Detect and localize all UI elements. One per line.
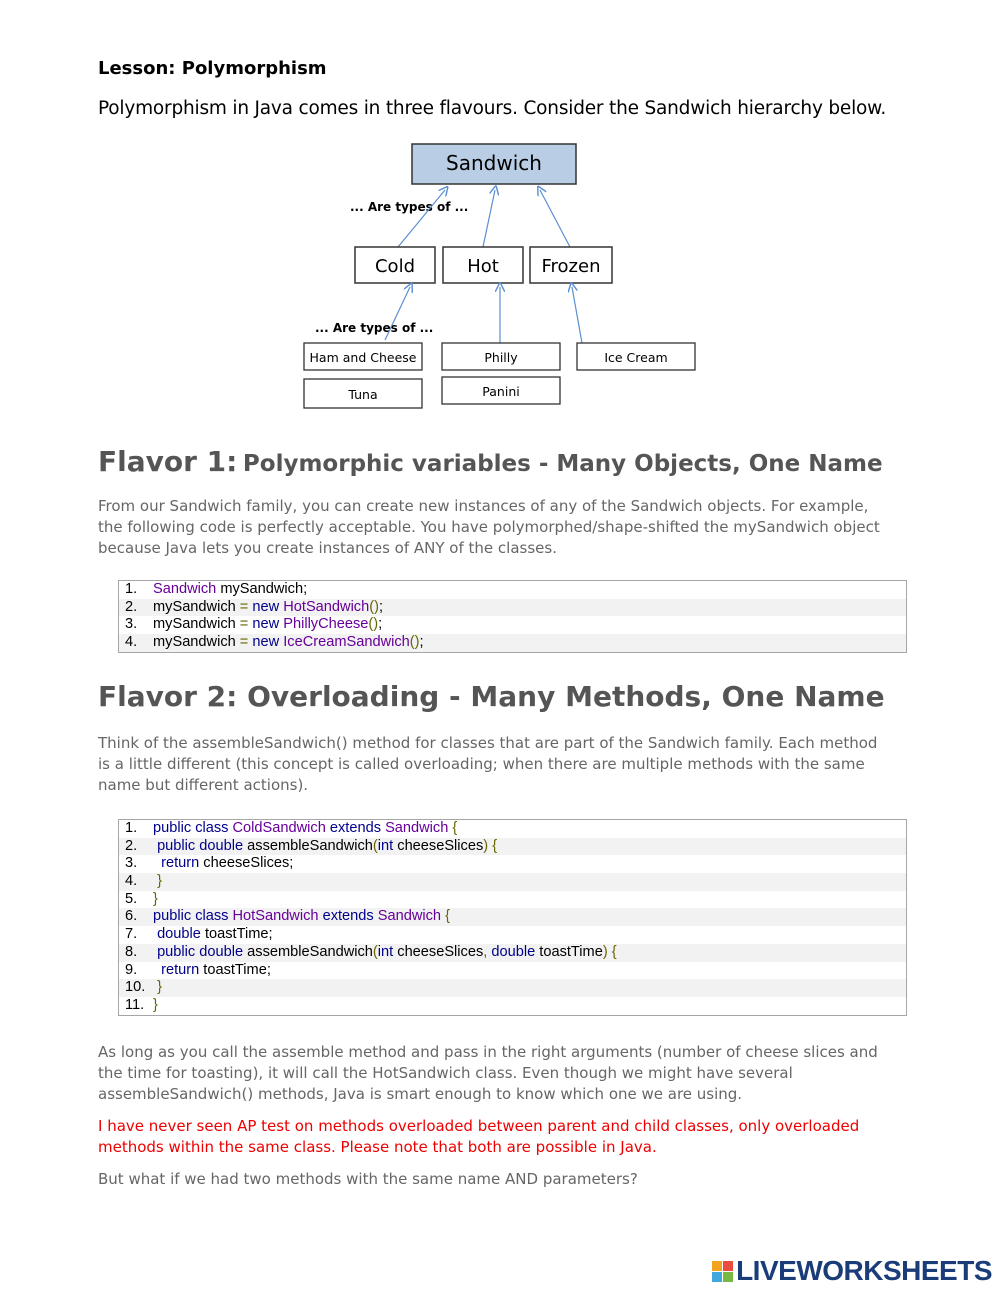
flavor2-title: Flavor 2: Overloading - Many Methods, One Name [98,680,885,713]
code-line: 4. } [119,873,906,891]
node-tuna-label: Tuna [348,387,378,402]
code-text: Sandwich mySandwich; [153,581,308,597]
code-line: 6. public class HotSandwich extends Sandwich { [119,908,906,926]
code-line: 1. Sandwich mySandwich; [125,581,308,597]
code-line: 11. } [125,996,158,1013]
node-ice-cream-label: Ice Cream [604,350,668,365]
code-line: 4. mySandwich = new IceCreamSandwich(); [119,634,906,652]
code-text: return toastTime; [161,961,271,978]
explanation-paragraph: As long as you call the assemble method and pass in the right arguments (number of cheese slices and the time for toasting), it will call the HotSandwich class. Even though we might have several assembleSandwich() methods, Java is smart enough to know which one we are using. [98,1043,878,1103]
flavor1-heading [98,445,883,478]
code-text: } [153,890,158,907]
node-sandwich-label: Sandwich [446,151,542,175]
flavor1-title: Polymorphic variables - Many Objects, One Name [242,451,883,477]
code-text: public class HotSandwich extends Sandwich { [153,908,450,925]
flavor2-heading [98,680,885,713]
lesson-title: Lesson: Polymorphism [98,58,327,79]
code-line: 3. return cheeseSlices; [125,855,294,872]
flavor1-code-block [118,580,907,653]
code-text: } [157,873,162,890]
code-line: 2. public double assembleSandwich(int cheeseSlices) { [119,838,906,856]
code-text: } [157,979,162,996]
label-are-types-mid: ... Are types of ... [315,321,434,335]
intro-text: Polymorphism in Java comes in three flavours. Consider the Sandwich hierarchy below. [98,98,887,119]
code-text: mySandwich = new PhillyCheese(); [153,616,383,633]
red-note: I have never seen AP test on methods overloaded between parent and child classes, only overloaded methods within the same class. Please note that both are possible in Java. [98,1117,860,1156]
code-line: 2. mySandwich = new HotSandwich(); [119,599,906,617]
code-text: mySandwich = new HotSandwich(); [153,598,384,615]
label-are-types-top: ... Are types of ... [350,200,469,214]
code-text: } [153,996,158,1013]
node-philly-label: Philly [484,350,518,365]
code-text: return cheeseSlices; [161,855,294,872]
code-text: double toastTime; [157,926,273,943]
sandwich-hierarchy-diagram [290,135,710,415]
flavor2-paragraph: Think of the assembleSandwich() method for classes that are part of the Sandwich family. Each method is a little different (this concept is called overloading; when there are multiple methods with the same name but different actions). [98,734,878,794]
code-text: public double assembleSandwich(int cheeseSlices) { [157,837,498,854]
code-text: public double assembleSandwich(int cheeseSlices, double toastTime) { [157,943,617,960]
node-ham-and-cheese-label: Ham and Cheese [309,350,417,365]
node-hot-label: Hot [467,256,499,277]
flavor1-paragraph: From our Sandwich family, you can create new instances of any of the Sandwich objects. For example, the following code is perfectly acceptable. You have polymorphed/shape-shifted the mySandwich object because Java lets you create instances of ANY of the classes. [98,497,880,557]
liveworksheets-logo [712,1255,992,1287]
flavor1-prefix: Flavor 1: [98,445,238,478]
question-text: But what if we had two methods with the same name AND parameters? [98,1170,638,1188]
node-panini-label: Panini [482,384,520,399]
code-text: public class ColdSandwich extends Sandwich { [153,820,458,836]
code-line: 10. } [119,979,906,997]
code-line: 8. public double assembleSandwich(int cheeseSlices, double toastTime) { [119,944,906,962]
code-line: 7. double toastTime; [125,926,273,943]
code-text: mySandwich = new IceCreamSandwich(); [153,634,424,651]
logo-icon [712,1261,733,1282]
logo-text: LIVEWORKSHEETS [736,1255,992,1286]
node-frozen-label: Frozen [541,256,601,277]
code-line: 5. } [125,890,158,907]
node-cold-label: Cold [374,256,416,277]
flavor2-code-block [118,819,907,1016]
code-line: 1. public class ColdSandwich extends Sandwich { [125,820,458,836]
code-line: 3. mySandwich = new PhillyCheese(); [125,616,383,633]
code-line: 9. return toastTime; [125,961,271,978]
